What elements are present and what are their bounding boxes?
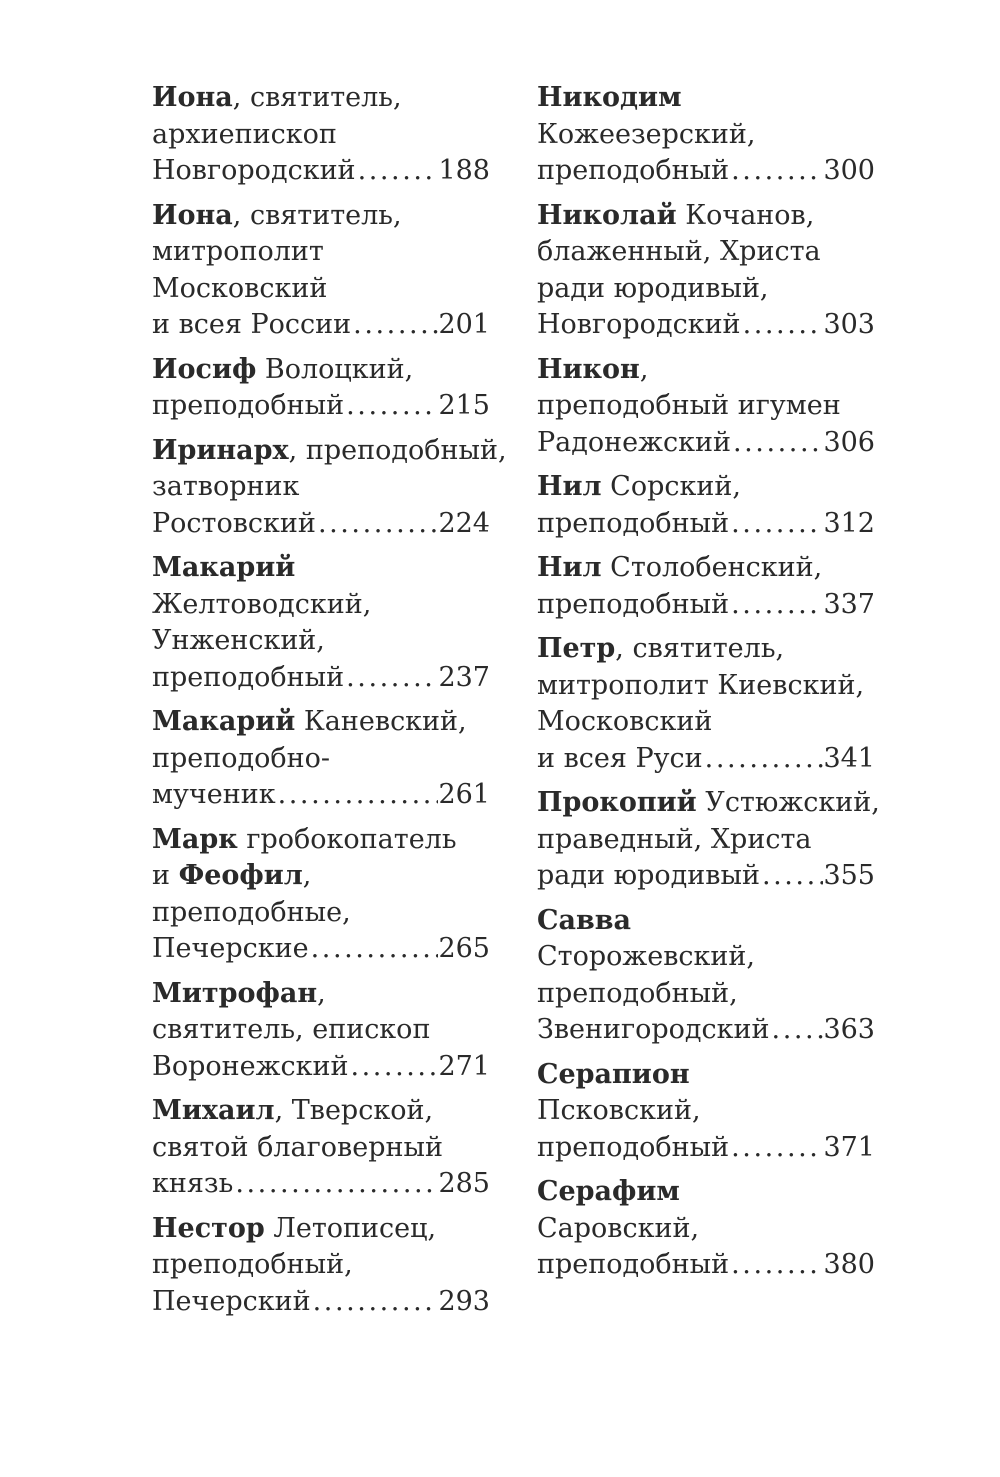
page-number: 363 [823, 1014, 875, 1045]
index-entry [152, 352, 490, 425]
entry-text: князь [152, 1168, 234, 1199]
page-number: 341 [823, 742, 875, 774]
entry-line: святой благоверный [152, 1131, 443, 1163]
entry-text: и всея Руси [537, 742, 703, 774]
entry-text: ради юродивый [537, 860, 760, 891]
entry-last-line [537, 307, 875, 344]
entry-line: Желтоводский, [152, 588, 372, 620]
entry-line [152, 976, 490, 1013]
entry-line: Московский [537, 706, 713, 737]
index-entry [537, 1057, 875, 1167]
entry-name: Митрофан [152, 977, 318, 1009]
entry-line [537, 550, 875, 587]
entry-name: Николай [537, 199, 677, 231]
entry-text: и [152, 860, 179, 891]
index-entry [537, 352, 875, 462]
entry-last-line [152, 307, 490, 344]
entry-text: Новгородский [152, 155, 356, 186]
entry-last-line [152, 931, 490, 968]
entry-line [537, 198, 875, 235]
entry-line [537, 80, 875, 117]
entry-name: Иринарх [152, 434, 289, 466]
entry-line [152, 550, 490, 587]
entry-line [152, 1093, 490, 1130]
entry-last-line [537, 425, 875, 462]
entry-line [537, 1174, 875, 1211]
entry-line: Московский [152, 272, 328, 304]
entry-text: преподобный [537, 1131, 730, 1163]
entry-text: Столобенский, [601, 552, 823, 583]
entry-line: митрополит Киевский, [537, 669, 865, 701]
entry-text: , [639, 353, 649, 385]
dot-leader [731, 425, 824, 462]
entry-name: Прокопий [537, 787, 697, 818]
entry-line [537, 903, 875, 940]
dot-leader [760, 858, 824, 895]
entry-line [537, 469, 875, 506]
entry-text: , [317, 977, 326, 1009]
entry-line: архиепископ [152, 118, 337, 150]
entry-text: , святитель, [615, 633, 785, 664]
dot-leader [276, 777, 439, 814]
entry-name: Макарий [152, 552, 296, 583]
dot-leader [344, 660, 438, 697]
entry-text: Звенигородский [537, 1014, 770, 1045]
entry-line: Псковский, [537, 1095, 701, 1126]
index-entry [152, 1093, 490, 1203]
entry-text: , [302, 860, 312, 891]
page-number: 201 [438, 309, 490, 340]
entry-last-line [152, 506, 490, 543]
index-entry [537, 631, 875, 777]
entry-last-line [152, 1049, 490, 1086]
entry-name: Петр [537, 633, 616, 664]
entry-last-line [537, 153, 875, 190]
entry-name: Нестор [152, 1212, 265, 1244]
dot-leader [741, 307, 824, 344]
entry-text: Устюжский, [696, 787, 880, 818]
entry-last-line [152, 777, 490, 814]
entry-line [537, 631, 875, 668]
index-entry [537, 469, 875, 542]
entry-name: Никодим [537, 82, 682, 113]
index-entry [537, 785, 880, 895]
dot-leader [729, 587, 823, 624]
entry-name: Иосиф [152, 353, 257, 385]
entry-name: Марк [152, 823, 238, 855]
entry-text: Летописец, [264, 1212, 437, 1244]
index-entry [152, 976, 490, 1086]
entry-name: Никон [537, 353, 640, 385]
entry-line: преподобный, [152, 1249, 353, 1280]
entry-last-line [152, 1166, 490, 1203]
entry-name: Михаил [152, 1095, 275, 1126]
entry-text: Воронежский [152, 1050, 349, 1082]
entry-text: Сорский, [601, 471, 741, 502]
entry-line [152, 704, 490, 741]
page-number: 300 [823, 155, 875, 186]
dot-leader [703, 741, 824, 778]
entry-text: и всея России [152, 309, 352, 340]
entry-last-line [537, 858, 875, 895]
entry-line: святитель, епископ [152, 1014, 431, 1045]
entry-line: преподобный, [537, 977, 738, 1009]
entry-line: преподобный игумен [537, 390, 841, 421]
page-number: 303 [823, 309, 875, 340]
page-number: 237 [438, 661, 490, 693]
page-number: 312 [823, 507, 875, 539]
entry-last-line [537, 1130, 875, 1167]
page-number: 371 [823, 1131, 875, 1163]
entry-name: Иона [152, 199, 233, 231]
entry-last-line [152, 153, 490, 190]
entry-name: Серафим [537, 1176, 680, 1207]
entry-line: Кожеезерский, [537, 118, 756, 150]
index-entry [537, 903, 875, 1049]
page-number: 265 [438, 933, 490, 964]
entry-line: праведный, Христа [537, 823, 812, 855]
dot-leader [344, 388, 438, 425]
entry-line [152, 198, 490, 235]
entry-last-line [537, 587, 875, 624]
entry-text: Печерский [152, 1285, 311, 1317]
page-number: 271 [438, 1050, 490, 1082]
index-entry [537, 80, 875, 190]
dot-leader [770, 1012, 824, 1049]
entry-last-line [152, 1284, 490, 1321]
index-entry [152, 550, 490, 696]
entry-line: преподобные, [152, 896, 351, 928]
index-entry [152, 822, 490, 968]
entry-line: блаженный, Христа [537, 236, 821, 267]
entry-line: митрополит [152, 236, 324, 267]
dot-leader [729, 506, 823, 543]
entry-text: Радонежский [537, 426, 731, 458]
dot-leader [316, 506, 439, 543]
entry-line: Сторожевский, [537, 941, 755, 972]
entry-last-line [537, 506, 875, 543]
entry-name: Нил [537, 552, 602, 583]
entry-name: Иона [152, 82, 233, 113]
entry-last-line [537, 1247, 875, 1284]
entry-line [152, 858, 490, 895]
entry-line [537, 1057, 875, 1094]
index-entry [537, 550, 875, 623]
entry-text: Кочанов, [676, 199, 815, 231]
entry-text: мученик [152, 779, 276, 810]
dot-leader [309, 931, 439, 968]
dot-leader [356, 153, 439, 190]
entry-text: , святитель, [232, 199, 402, 231]
entry-line: Унженский, [152, 625, 325, 656]
entry-line: ради юродивый, [537, 272, 769, 304]
entry-line: преподобно- [152, 742, 331, 774]
index-entry [152, 704, 490, 814]
entry-line [152, 822, 490, 859]
entry-last-line [537, 1012, 875, 1049]
dot-leader [729, 1247, 823, 1284]
entry-last-line [152, 388, 490, 425]
entry-name: Нил [537, 471, 602, 502]
entry-text: , святитель, [232, 82, 402, 113]
index-entry [152, 1211, 490, 1321]
entry-last-line [537, 741, 875, 778]
page-number: 380 [823, 1249, 875, 1280]
entry-name: Савва [537, 904, 631, 936]
entry-text: преподобный [152, 661, 345, 693]
entry-text: преподобный [537, 1249, 730, 1280]
entry-text: Новгородский [537, 309, 741, 340]
index-column-left [152, 80, 507, 1328]
index-entry [152, 198, 490, 344]
entry-text: Каневский, [295, 706, 467, 737]
page-number: 337 [823, 588, 875, 620]
entry-text: Ростовский [152, 507, 316, 539]
page-number: 215 [438, 390, 490, 421]
entry-name: Макарий [152, 706, 296, 737]
entry-text: преподобный [537, 507, 730, 539]
entry-line [152, 433, 507, 470]
entry-line: Саровский, [537, 1212, 700, 1244]
page-number: 293 [438, 1285, 490, 1317]
entry-line [152, 352, 490, 389]
page-number: 285 [438, 1168, 490, 1199]
entry-text: Печерские [152, 933, 309, 964]
index-column-right [537, 80, 880, 1292]
index-entry [152, 80, 490, 190]
entry-name: Серапион [537, 1058, 690, 1090]
dot-leader [233, 1166, 438, 1203]
dot-leader [351, 307, 438, 344]
dot-leader [311, 1284, 439, 1321]
entry-line: затворник [152, 471, 300, 502]
page-number: 306 [823, 426, 875, 458]
index-entry [152, 433, 507, 543]
page-number: 224 [438, 507, 490, 539]
entry-text: преподобный [537, 588, 730, 620]
entry-text: , преподобный, [288, 434, 507, 466]
page-number: 355 [823, 860, 875, 891]
dot-leader [348, 1049, 438, 1086]
entry-text: гробокопатель [237, 823, 457, 855]
entry-line [537, 352, 875, 389]
index-entry [537, 198, 875, 344]
entry-text: Волоцкий, [256, 353, 414, 385]
page-number: 261 [438, 779, 490, 810]
entry-text: преподобный [152, 390, 345, 421]
index-entry [537, 1174, 875, 1284]
dot-leader [729, 1130, 823, 1167]
entry-line [537, 785, 880, 822]
entry-last-line [152, 660, 490, 697]
entry-line [152, 80, 490, 117]
entry-line [152, 1211, 490, 1248]
entry-text: , Тверской, [274, 1095, 434, 1126]
entry-text: преподобный [537, 155, 730, 186]
dot-leader [729, 153, 823, 190]
page-number: 188 [438, 155, 490, 186]
entry-name: Феофил [178, 860, 303, 891]
